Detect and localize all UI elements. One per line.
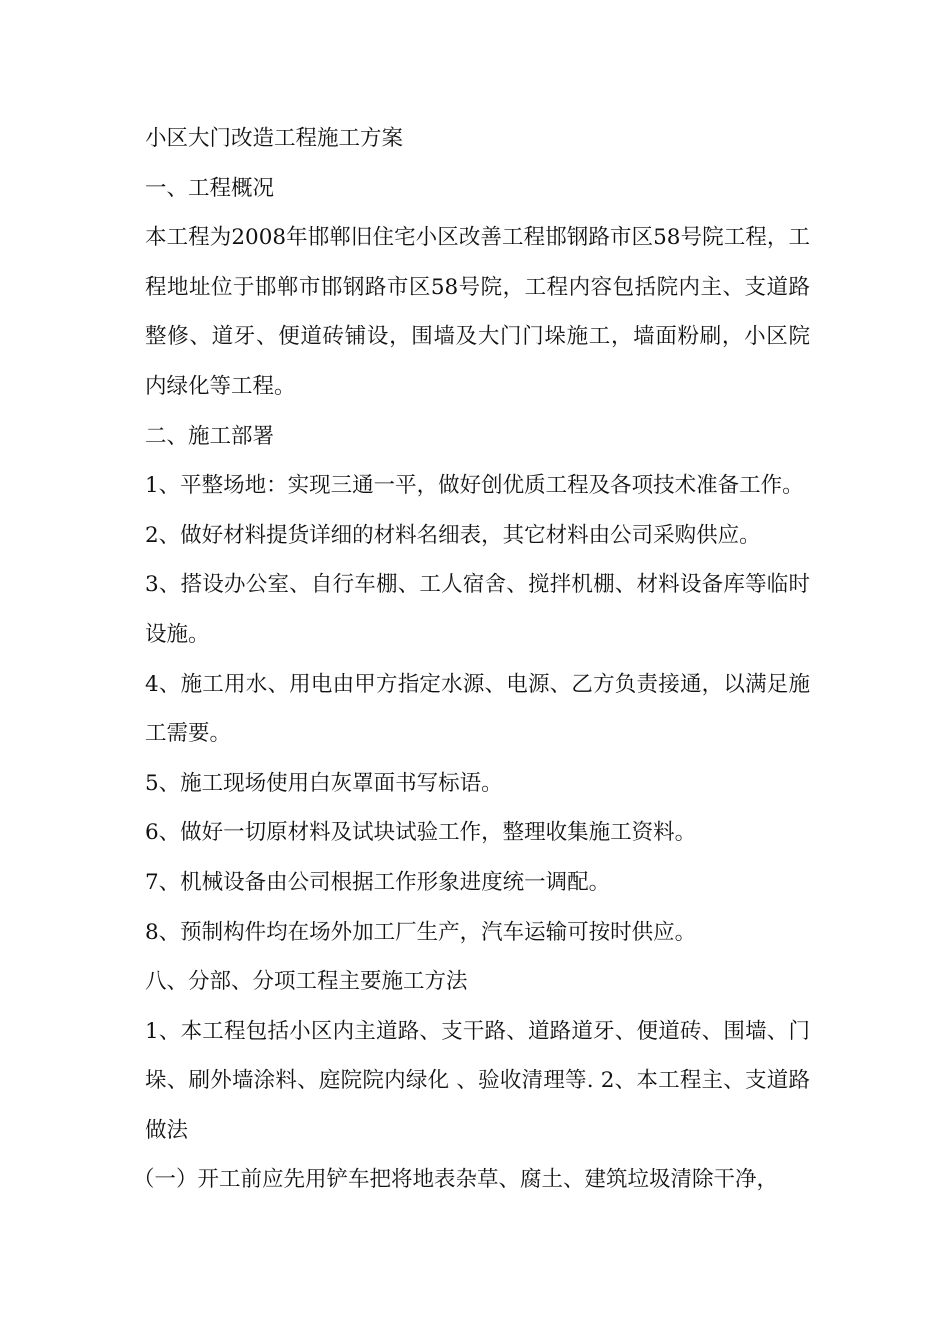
section-heading-overview: 一、工程概况: [145, 175, 275, 201]
deployment-item-4: 4、施工用水、用电由甲方指定水源、电源、乙方负责接通，以满足施工需要。: [145, 671, 810, 747]
deployment-item-1: 1、平整场地：实现三通一平，做好创优质工程及各项技术准备工作。: [145, 473, 804, 499]
deployment-item-6: 6、做好一切原材料及试块试验工作，整理收集施工资料。: [145, 820, 697, 846]
section-heading-deployment: 二、施工部署: [145, 423, 275, 449]
document-title: 小区大门改造工程施工方案: [145, 126, 404, 151]
methods-subitem-1: （一）开工前应先用铲车把将地表杂草、腐土、建筑垃圾清除干净，: [133, 1167, 779, 1193]
deployment-item-8: 8、预制构件均在场外加工厂生产，汽车运输可按时供应。: [145, 919, 697, 945]
deployment-item-3: 3、搭设办公室、自行车棚、工人宿舍、搅拌机棚、材料设备库等临时设施。: [145, 572, 810, 647]
deployment-item-2: 2、做好材料提货详细的材料名细表，其它材料由公司采购供应。: [145, 522, 761, 548]
deployment-item-7: 7、机械设备由公司根据工作形象进度统一调配。: [145, 869, 611, 895]
methods-item-1: 1、本工程包括小区内主道路、支干路、道路道牙、便道砖、围墙、门垛、刷外墙涂料、庭院院内绿化 、验收清理等. 2、本工程主、支道路做法: [145, 1018, 810, 1143]
overview-paragraph: 本工程为2008年邯郸旧住宅小区改善工程邯钢路市区58号院工程，工程地址位于邯郸市邯钢路市区58号院，工程内容包括院内主、支道路整修、道牙、便道砖铺设，围墙及大门门垛施工，墙面粉刷，小区院内绿化等工程。: [145, 225, 810, 399]
deployment-item-5: 5、施工现场使用白灰罩面书写标语。: [145, 770, 503, 796]
section-heading-methods: 八、分部、分项工程主要施工方法: [145, 969, 468, 995]
document-body: [133, 114, 810, 1205]
